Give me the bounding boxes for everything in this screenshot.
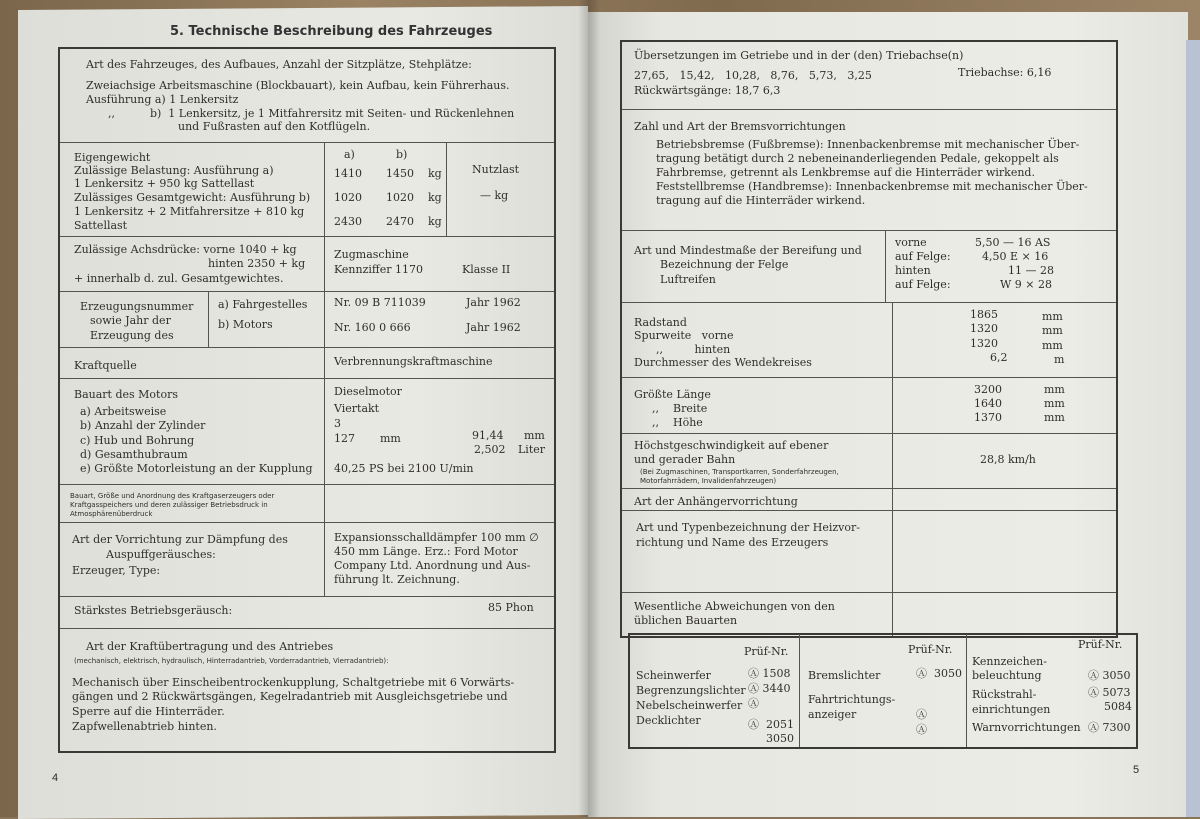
light-name: Bremslichter xyxy=(808,669,881,682)
motor-hub-unit: mm xyxy=(380,432,401,445)
dim2-value: 3200 xyxy=(974,383,1002,396)
light-nr: Ⓐ 7300 xyxy=(1088,721,1131,734)
weights-label: Eigengewicht xyxy=(74,151,151,164)
divider xyxy=(446,142,447,236)
light-nr: Ⓐ 3050 xyxy=(1088,669,1131,682)
exhaust-value: 450 mm Länge. Erz.: Ford Motor xyxy=(334,545,518,558)
kraftquelle-label: Kraftquelle xyxy=(74,359,137,372)
dims-label: ,, hinten xyxy=(656,343,731,356)
production-sub-b: b) Motors xyxy=(218,318,273,331)
light-nr: Ⓐ 5073 xyxy=(1088,686,1131,699)
divider xyxy=(622,302,1116,303)
motor-hub: 127 xyxy=(334,432,355,445)
heater-label: Art und Typenbezeichnung der Heizvor- xyxy=(636,521,860,534)
dim-value: 6,2 xyxy=(990,351,1008,364)
production-label: Erzeugungsnummer xyxy=(80,300,194,313)
divider xyxy=(622,377,1116,378)
speed-note: (Bei Zugmaschinen, Transportkarren, Sonderfahrzeugen, xyxy=(640,468,839,476)
weights-label: Zulässiges Gesamtgewicht: Ausführung b) xyxy=(74,191,311,204)
motor-label: c) Hub und Bohrung xyxy=(80,434,195,447)
divider xyxy=(60,628,554,629)
light-nr: Ⓐ 1508 xyxy=(748,667,791,680)
light-name: Warnvorrichtungen xyxy=(972,721,1081,734)
dim-value: 1320 xyxy=(970,322,998,335)
divider xyxy=(324,142,325,596)
tires-label: Luftreifen xyxy=(660,273,716,286)
gear-label: Übersetzungen im Getriebe und in der (den) Triebachse(n) xyxy=(634,49,964,62)
divider xyxy=(622,433,1116,434)
page-number-right: 5 xyxy=(1133,764,1140,776)
exhaust-value: Expansionsschalldämpfer 100 mm ∅ xyxy=(334,531,539,544)
gear-triebachse: Triebachse: 6,16 xyxy=(958,66,1052,79)
weight-a: 2430 xyxy=(334,215,362,228)
kraftquelle-value: Verbrennungskraftmaschine xyxy=(334,355,493,368)
klasse: Klasse II xyxy=(462,263,511,276)
weight-unit: kg xyxy=(428,191,442,204)
weight-a: 1410 xyxy=(334,167,362,180)
drive-line: Mechanisch über Einscheibentrockenkupplung, Schaltgetriebe mit 6 Vorwärts- xyxy=(72,676,515,689)
divider xyxy=(622,488,1116,489)
divider xyxy=(208,292,209,347)
light-nr-extra: 3050 xyxy=(766,732,794,745)
light-nr: Ⓐ xyxy=(748,697,759,710)
dim2-value: 1370 xyxy=(974,411,1002,424)
noise-value: 85 Phon xyxy=(488,601,534,614)
motor-power: 40,25 PS bei 2100 U/min xyxy=(334,462,474,475)
gas-note: Bauart, Größe und Anordnung des Kraftgaserzeugers oder xyxy=(70,492,275,500)
tire-key: auf Felge: xyxy=(895,250,951,263)
drive-note: (mechanisch, elektrisch, hydraulisch, Hinterradantrieb, Vorderradantrieb, Vierradantrieb): xyxy=(74,657,389,665)
dims-label: Durchmesser des Wendekreises xyxy=(634,356,812,369)
gas-note: Kraftgasspeichers und deren zulässiger Betriebsdruck in xyxy=(70,501,268,509)
light-nr: Ⓐ 2051 xyxy=(748,718,794,731)
nutzlast-label: Nutzlast xyxy=(472,163,520,176)
gas-note: Atmosphärenüberdruck xyxy=(70,510,153,518)
weights-label: Zulässige Belastung: Ausführung a) xyxy=(74,164,274,177)
production-label: sowie Jahr der xyxy=(90,314,171,327)
tire-value: 5,50 — 16 AS xyxy=(975,236,1051,249)
brakes-line: tragung auf die Hinterräder wirkend. xyxy=(656,194,866,207)
dims2-label: ,, Breite xyxy=(652,402,708,415)
exhaust-label: Erzeuger, Type: xyxy=(72,564,161,577)
light-name: anzeiger xyxy=(808,708,857,721)
gear-forward: 27,65, 15,42, 10,28, 8,76, 5,73, 3,25 xyxy=(634,69,872,82)
weight-b: 1020 xyxy=(386,191,414,204)
divider xyxy=(622,230,1116,231)
divider xyxy=(60,347,554,348)
drive-line: gängen und 2 Rückwärtsgängen, Kegelradantrieb mit Ausgleichsgetriebe und xyxy=(72,690,508,703)
divider xyxy=(60,484,554,485)
weights-label: Sattellast xyxy=(74,219,128,232)
tire-value: 11 — 28 xyxy=(1008,264,1054,277)
light-nr-extra: Ⓐ xyxy=(916,723,927,736)
light-name: Fahrtrichtungs- xyxy=(808,693,896,706)
weights-col-a: a) xyxy=(344,148,355,161)
vehicle-type-line: ,, b) 1 Lenkersitz, je 1 Mitfahrersitz mit Seiten- und Rückenlehnen xyxy=(108,107,515,120)
nutzlast-value: — kg xyxy=(480,189,509,202)
weight-unit: kg xyxy=(428,215,442,228)
brakes-line: Feststellbremse (Handbremse): Innenbackenbremse mit mechanischer Über- xyxy=(656,180,1088,193)
light-name: Kennzeichen- xyxy=(972,655,1047,668)
weight-b: 1450 xyxy=(386,167,414,180)
divider xyxy=(60,291,554,292)
divider xyxy=(622,510,1116,511)
weights-col-b: b) xyxy=(396,148,408,161)
tire-key: auf Felge: xyxy=(895,278,951,291)
motor-label: Bauart des Motors xyxy=(74,388,178,401)
motor-year: Jahr 1962 xyxy=(466,321,521,334)
motor-bore-unit: mm xyxy=(524,429,545,442)
light-nr: Ⓐ 3050 xyxy=(916,667,962,680)
brakes-line: Fahrbremse, getrennt als Lenkbremse auf die Hinterräder wirkend. xyxy=(656,166,1035,179)
tire-key: vorne xyxy=(895,236,927,249)
weight-a: 1020 xyxy=(334,191,362,204)
vehicle-type-line: Ausführung a) 1 Lenkersitz xyxy=(86,93,239,106)
light-name: Rückstrahl- xyxy=(972,688,1037,701)
motor-stroke: Viertakt xyxy=(334,402,380,415)
drive-line: Sperre auf die Hinterräder. xyxy=(72,705,225,718)
brakes-line: Betriebsbremse (Fußbremse): Innenbackenbremse mit mechanischer Über- xyxy=(656,138,1080,151)
pruef-nr-header: Prüf-Nr. xyxy=(908,643,953,656)
page-number-left: 4 xyxy=(52,772,59,784)
exhaust-value: Company Ltd. Anordnung und Aus- xyxy=(334,559,531,572)
light-name: Scheinwerfer xyxy=(636,669,711,682)
dims-label: Spurweite vorne xyxy=(634,329,734,342)
noise-label: Stärkstes Betriebsgeräusch: xyxy=(74,604,233,617)
dim-unit: m xyxy=(1054,353,1065,366)
section-title: 5. Technische Beschreibung des Fahrzeuges xyxy=(170,24,493,39)
chassis-number: Nr. 09 B 711039 xyxy=(334,296,426,309)
divider xyxy=(799,634,800,747)
dim2-unit: mm xyxy=(1044,411,1065,424)
divider xyxy=(885,230,886,302)
dim2-value: 1640 xyxy=(974,397,1002,410)
kennziffer: Kennziffer 1170 xyxy=(334,263,423,276)
divider xyxy=(60,522,554,523)
pruef-nr-header: Prüf-Nr. xyxy=(744,645,789,658)
dim2-unit: mm xyxy=(1044,383,1065,396)
dims2-label: Größte Länge xyxy=(634,388,711,401)
brakes-line: tragung betätigt durch 2 nebeneinanderliegenden Pedale, gekoppelt als xyxy=(656,152,1059,165)
light-name: Begrenzungslichter xyxy=(636,684,746,697)
dims2-label: ,, Höhe xyxy=(652,416,703,429)
light-name: Decklichter xyxy=(636,714,701,727)
exhaust-label: Auspuffgeräusches: xyxy=(106,548,216,561)
dim-value: 1320 xyxy=(970,337,998,350)
vehicle-type-line: und Fußrasten auf den Kotflügeln. xyxy=(178,120,371,133)
light-nr: Ⓐ xyxy=(916,708,927,721)
divider xyxy=(622,592,1116,593)
production-sub-a: a) Fahrgestelles xyxy=(218,298,308,311)
motor-number: Nr. 160 0 666 xyxy=(334,321,411,334)
book-gutter xyxy=(578,0,600,817)
deviations-label: Wesentliche Abweichungen von den xyxy=(634,600,835,613)
motor-label: b) Anzahl der Zylinder xyxy=(80,419,206,432)
dim-unit: mm xyxy=(1042,339,1063,352)
motor-displacement-unit: Liter xyxy=(518,443,546,456)
light-name: einrichtungen xyxy=(972,703,1051,716)
vehicle-type-label: Art des Fahrzeuges, des Aufbaues, Anzahl der Sitzplätze, Stehplätze: xyxy=(86,58,472,71)
dims-label: Radstand xyxy=(634,316,687,329)
tire-value: 4,50 E × 16 xyxy=(982,250,1049,263)
brakes-label: Zahl und Art der Bremsvorrichtungen xyxy=(634,120,846,133)
divider xyxy=(60,142,554,143)
motor-type: Dieselmotor xyxy=(334,385,402,398)
light-name: Nebelscheinwerfer xyxy=(636,699,743,712)
tires-label: Bezeichnung der Felge xyxy=(660,258,789,271)
weight-unit: kg xyxy=(428,167,442,180)
speed-note: Motorfahrrädern, Invalidenfahrzeugen) xyxy=(640,477,777,485)
light-nr: 5084 xyxy=(1104,700,1132,713)
divider xyxy=(622,109,1116,110)
motor-displacement: 2,502 xyxy=(474,443,506,456)
motor-cylinders: 3 xyxy=(334,417,341,430)
axle-line: + innerhalb d. zul. Gesamtgewichtes. xyxy=(74,272,284,285)
zugmaschine: Zugmaschine xyxy=(334,248,409,261)
divider xyxy=(966,634,967,747)
tire-value: W 9 × 28 xyxy=(1000,278,1053,291)
dim-value: 1865 xyxy=(970,308,998,321)
axle-line: hinten 2350 + kg xyxy=(208,257,306,270)
pruef-nr-header: Prüf-Nr. xyxy=(1078,638,1123,651)
speed-value: 28,8 km/h xyxy=(980,453,1036,466)
motor-label: d) Gesamthubraum xyxy=(80,448,188,461)
motor-label: a) Arbeitsweise xyxy=(80,405,167,418)
divider xyxy=(892,302,893,636)
motor-bore: 91,44 xyxy=(472,429,504,442)
trailer-label: Art der Anhängervorrichtung xyxy=(634,495,798,508)
light-nr: Ⓐ 3440 xyxy=(748,682,791,695)
production-label: Erzeugung des xyxy=(90,329,174,342)
weight-b: 2470 xyxy=(386,215,414,228)
gear-reverse: Rückwärtsgänge: 18,7 6,3 xyxy=(634,84,781,97)
exhaust-label: Art der Vorrichtung zur Dämpfung des xyxy=(72,533,288,546)
tire-key: hinten xyxy=(895,264,931,277)
drive-line: Zapfwellenabtrieb hinten. xyxy=(72,720,217,733)
divider xyxy=(60,378,554,379)
tires-label: Art und Mindestmaße der Bereifung und xyxy=(634,244,862,257)
blue-cover-edge xyxy=(1186,40,1200,817)
dim-unit: mm xyxy=(1042,310,1063,323)
chassis-year: Jahr 1962 xyxy=(466,296,521,309)
vehicle-type-line: Zweiachsige Arbeitsmaschine (Blockbauart), kein Aufbau, kein Führerhaus. xyxy=(86,79,510,92)
speed-label: Höchstgeschwindigkeit auf ebener xyxy=(634,439,829,452)
divider xyxy=(60,236,554,237)
exhaust-value: führung lt. Zeichnung. xyxy=(334,573,460,586)
motor-label: e) Größte Motorleistung an der Kupplung xyxy=(80,462,313,475)
light-name: beleuchtung xyxy=(972,669,1042,682)
dim-unit: mm xyxy=(1042,324,1063,337)
drive-label: Art der Kraftübertragung und des Antriebes xyxy=(86,640,334,653)
heater-label: richtung und Name des Erzeugers xyxy=(636,536,829,549)
speed-label: und gerader Bahn xyxy=(634,453,736,466)
weights-label: 1 Lenkersitz + 950 kg Sattellast xyxy=(74,177,255,190)
axle-line: Zulässige Achsdrücke: vorne 1040 + kg xyxy=(74,243,297,256)
weights-label: 1 Lenkersitz + 2 Mitfahrersitze + 810 kg xyxy=(74,205,305,218)
dim2-unit: mm xyxy=(1044,397,1065,410)
divider xyxy=(60,596,554,597)
deviations-label: üblichen Bauarten xyxy=(634,614,738,627)
